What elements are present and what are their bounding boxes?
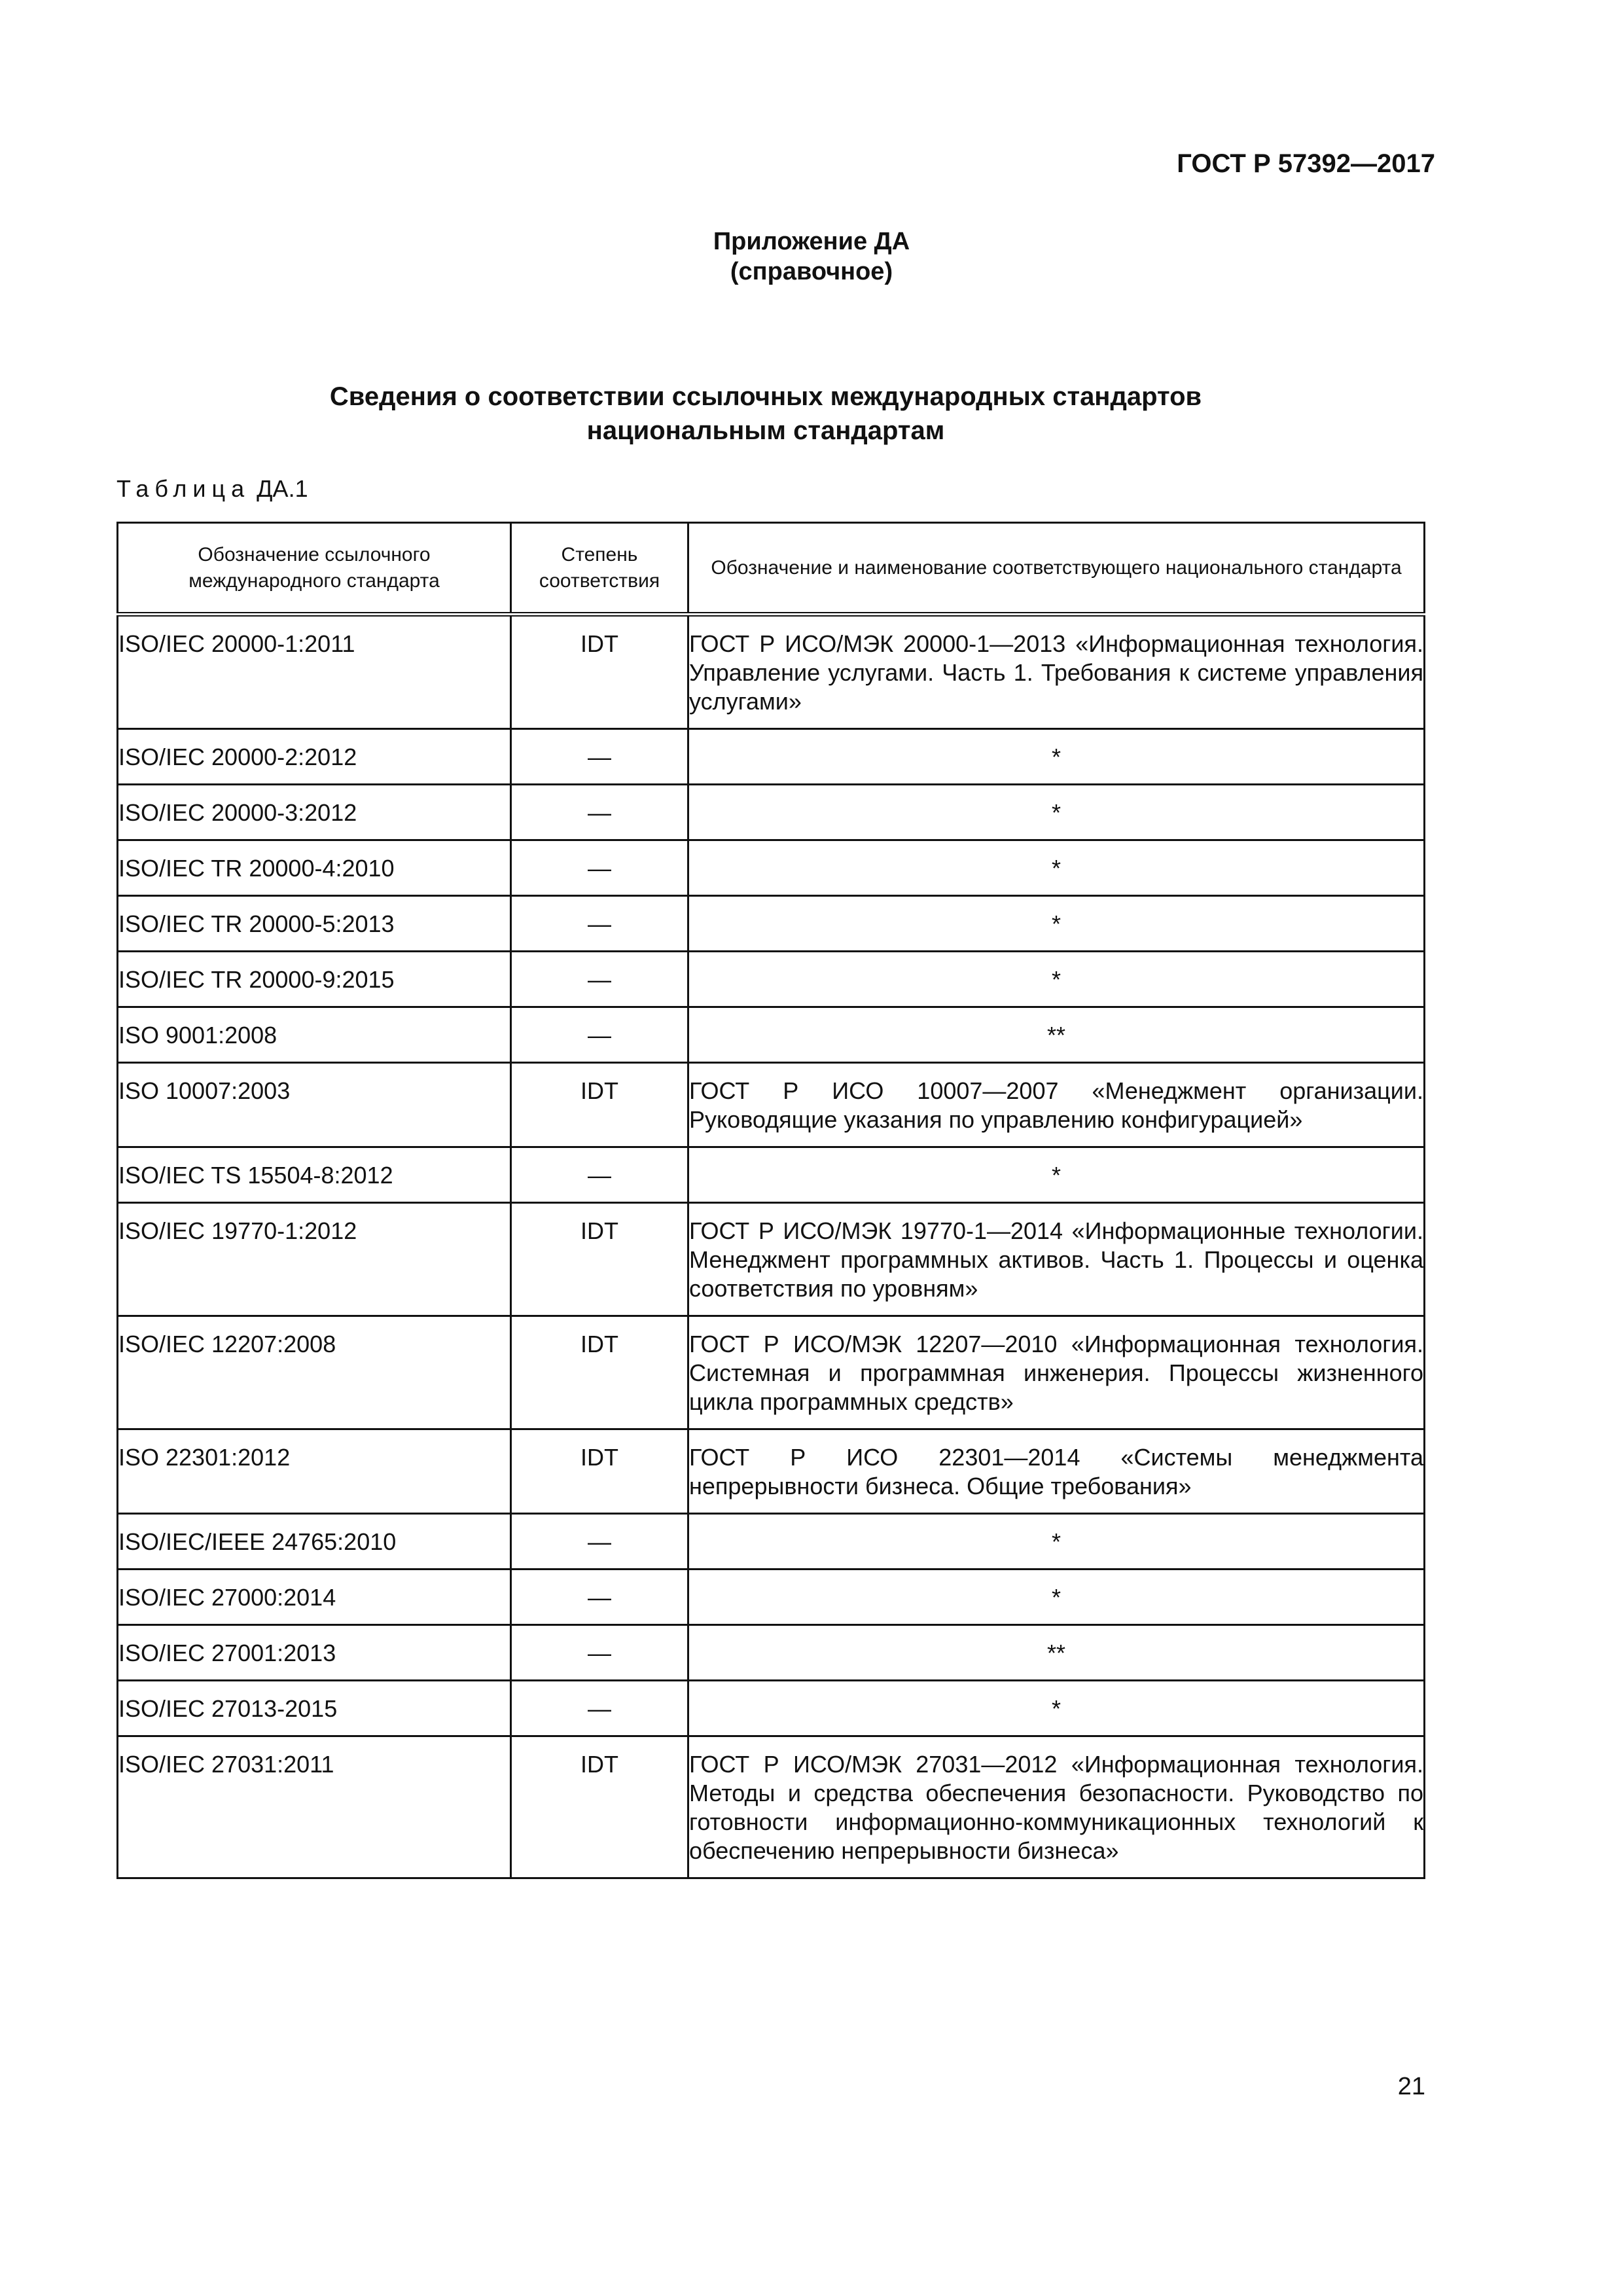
cell-intl-standard: ISO/IEC TR 20000-4:2010 — [118, 840, 511, 896]
cell-national-standard: ГОСТ Р ИСО 22301—2014 «Системы менеджмента непрерывности бизнеса. Общие требования» — [688, 1429, 1425, 1514]
cell-degree: — — [511, 840, 688, 896]
cell-degree: — — [511, 729, 688, 785]
cell-intl-standard: ISO/IEC 20000-1:2011 — [118, 615, 511, 729]
cell-national-standard: * — [688, 729, 1425, 785]
cell-national-standard: * — [688, 1570, 1425, 1625]
appendix-heading — [0, 226, 1623, 287]
table-row — [118, 1570, 1425, 1625]
cell-intl-standard: ISO 9001:2008 — [118, 1007, 511, 1063]
cell-national-standard: * — [688, 896, 1425, 952]
table-label-id: ДА.1 — [257, 475, 308, 502]
table-row — [118, 1736, 1425, 1878]
table-row — [118, 729, 1425, 785]
appendix-subtitle: (справочное) — [730, 258, 893, 285]
cell-degree: IDT — [511, 1063, 688, 1147]
cell-intl-standard: ISO/IEC/IEEE 24765:2010 — [118, 1514, 511, 1570]
table-row — [118, 1514, 1425, 1570]
cell-degree: — — [511, 1625, 688, 1681]
table-row — [118, 1316, 1425, 1429]
table-row — [118, 615, 1425, 729]
cell-degree: — — [511, 1007, 688, 1063]
table-header-row — [118, 523, 1425, 615]
cell-degree: IDT — [511, 1429, 688, 1514]
column-header-intl: Обозначение ссылочного международного стандарта — [118, 523, 511, 615]
cell-national-standard: ** — [688, 1007, 1425, 1063]
section-title-line-2: национальным стандартам — [586, 416, 945, 445]
cell-national-standard: * — [688, 785, 1425, 840]
cell-degree: IDT — [511, 615, 688, 729]
cell-degree: — — [511, 896, 688, 952]
document-code: ГОСТ Р 57392—2017 — [1177, 149, 1435, 178]
cell-degree: IDT — [511, 1203, 688, 1316]
cell-intl-standard: ISO/IEC TR 20000-5:2013 — [118, 896, 511, 952]
cell-degree: — — [511, 785, 688, 840]
column-header-degree: Степень соответствия — [511, 523, 688, 615]
cell-intl-standard: ISO 22301:2012 — [118, 1429, 511, 1514]
cell-degree: — — [511, 1147, 688, 1203]
cell-intl-standard: ISO/IEC 19770-1:2012 — [118, 1203, 511, 1316]
table-row — [118, 1063, 1425, 1147]
cell-degree: — — [511, 952, 688, 1007]
cell-national-standard: * — [688, 1681, 1425, 1736]
table-row — [118, 1681, 1425, 1736]
table-row — [118, 1007, 1425, 1063]
table-row — [118, 896, 1425, 952]
cell-intl-standard: ISO/IEC 27000:2014 — [118, 1570, 511, 1625]
cell-intl-standard: ISO/IEC TR 20000-9:2015 — [118, 952, 511, 1007]
appendix-title: Приложение ДА — [713, 228, 910, 255]
cell-national-standard: * — [688, 1147, 1425, 1203]
cell-degree: — — [511, 1681, 688, 1736]
table-label-word: Таблица — [116, 475, 251, 502]
cell-national-standard: * — [688, 1514, 1425, 1570]
cell-intl-standard: ISO/IEC 12207:2008 — [118, 1316, 511, 1429]
cell-intl-standard: ISO/IEC 27031:2011 — [118, 1736, 511, 1878]
table-row — [118, 952, 1425, 1007]
section-title — [0, 380, 1531, 448]
cell-national-standard: * — [688, 840, 1425, 896]
cell-intl-standard: ISO/IEC 27001:2013 — [118, 1625, 511, 1681]
cell-intl-standard: ISO/IEC 27013-2015 — [118, 1681, 511, 1736]
cell-national-standard: ** — [688, 1625, 1425, 1681]
cell-degree: — — [511, 1514, 688, 1570]
cell-national-standard: ГОСТ Р ИСО/МЭК 20000-1—2013 «Информационная технология. Управление услугами. Часть 1. Требования к системе управления услугами» — [688, 615, 1425, 729]
table-row — [118, 785, 1425, 840]
cell-degree: — — [511, 1570, 688, 1625]
cell-degree: IDT — [511, 1316, 688, 1429]
table-row — [118, 1147, 1425, 1203]
cell-national-standard: ГОСТ Р ИСО/МЭК 12207—2010 «Информационная технология. Системная и программная инженерия. Процессы жизненного цикла программных средств» — [688, 1316, 1425, 1429]
cell-intl-standard: ISO/IEC 20000-3:2012 — [118, 785, 511, 840]
cell-national-standard: ГОСТ Р ИСО 10007—2007 «Менеджмент организации. Руководящие указания по управлению конфигурацией» — [688, 1063, 1425, 1147]
section-title-line-1: Сведения о соответствии ссылочных международных стандартов — [329, 382, 1202, 411]
cell-national-standard: ГОСТ Р ИСО/МЭК 27031—2012 «Информационная технология. Методы и средства обеспечения безопасности. Руководство по готовности информационно-коммуникационных технологий к обеспечению непрерывности бизнеса» — [688, 1736, 1425, 1878]
table-label — [116, 475, 308, 503]
correspondence-table — [116, 522, 1425, 1879]
table-row — [118, 840, 1425, 896]
cell-intl-standard: ISO/IEC TS 15504-8:2012 — [118, 1147, 511, 1203]
table-row — [118, 1203, 1425, 1316]
table-row — [118, 1429, 1425, 1514]
cell-national-standard: ГОСТ Р ИСО/МЭК 19770-1—2014 «Информационные технологии. Менеджмент программных активов. Часть 1. Процессы и оценка соответствия по уровням» — [688, 1203, 1425, 1316]
page-number: 21 — [1397, 2073, 1425, 2100]
column-header-national: Обозначение и наименование соответствующего национального стандарта — [688, 523, 1425, 615]
cell-intl-standard: ISO/IEC 20000-2:2012 — [118, 729, 511, 785]
cell-intl-standard: ISO 10007:2003 — [118, 1063, 511, 1147]
cell-degree: IDT — [511, 1736, 688, 1878]
cell-national-standard: * — [688, 952, 1425, 1007]
table-row — [118, 1625, 1425, 1681]
